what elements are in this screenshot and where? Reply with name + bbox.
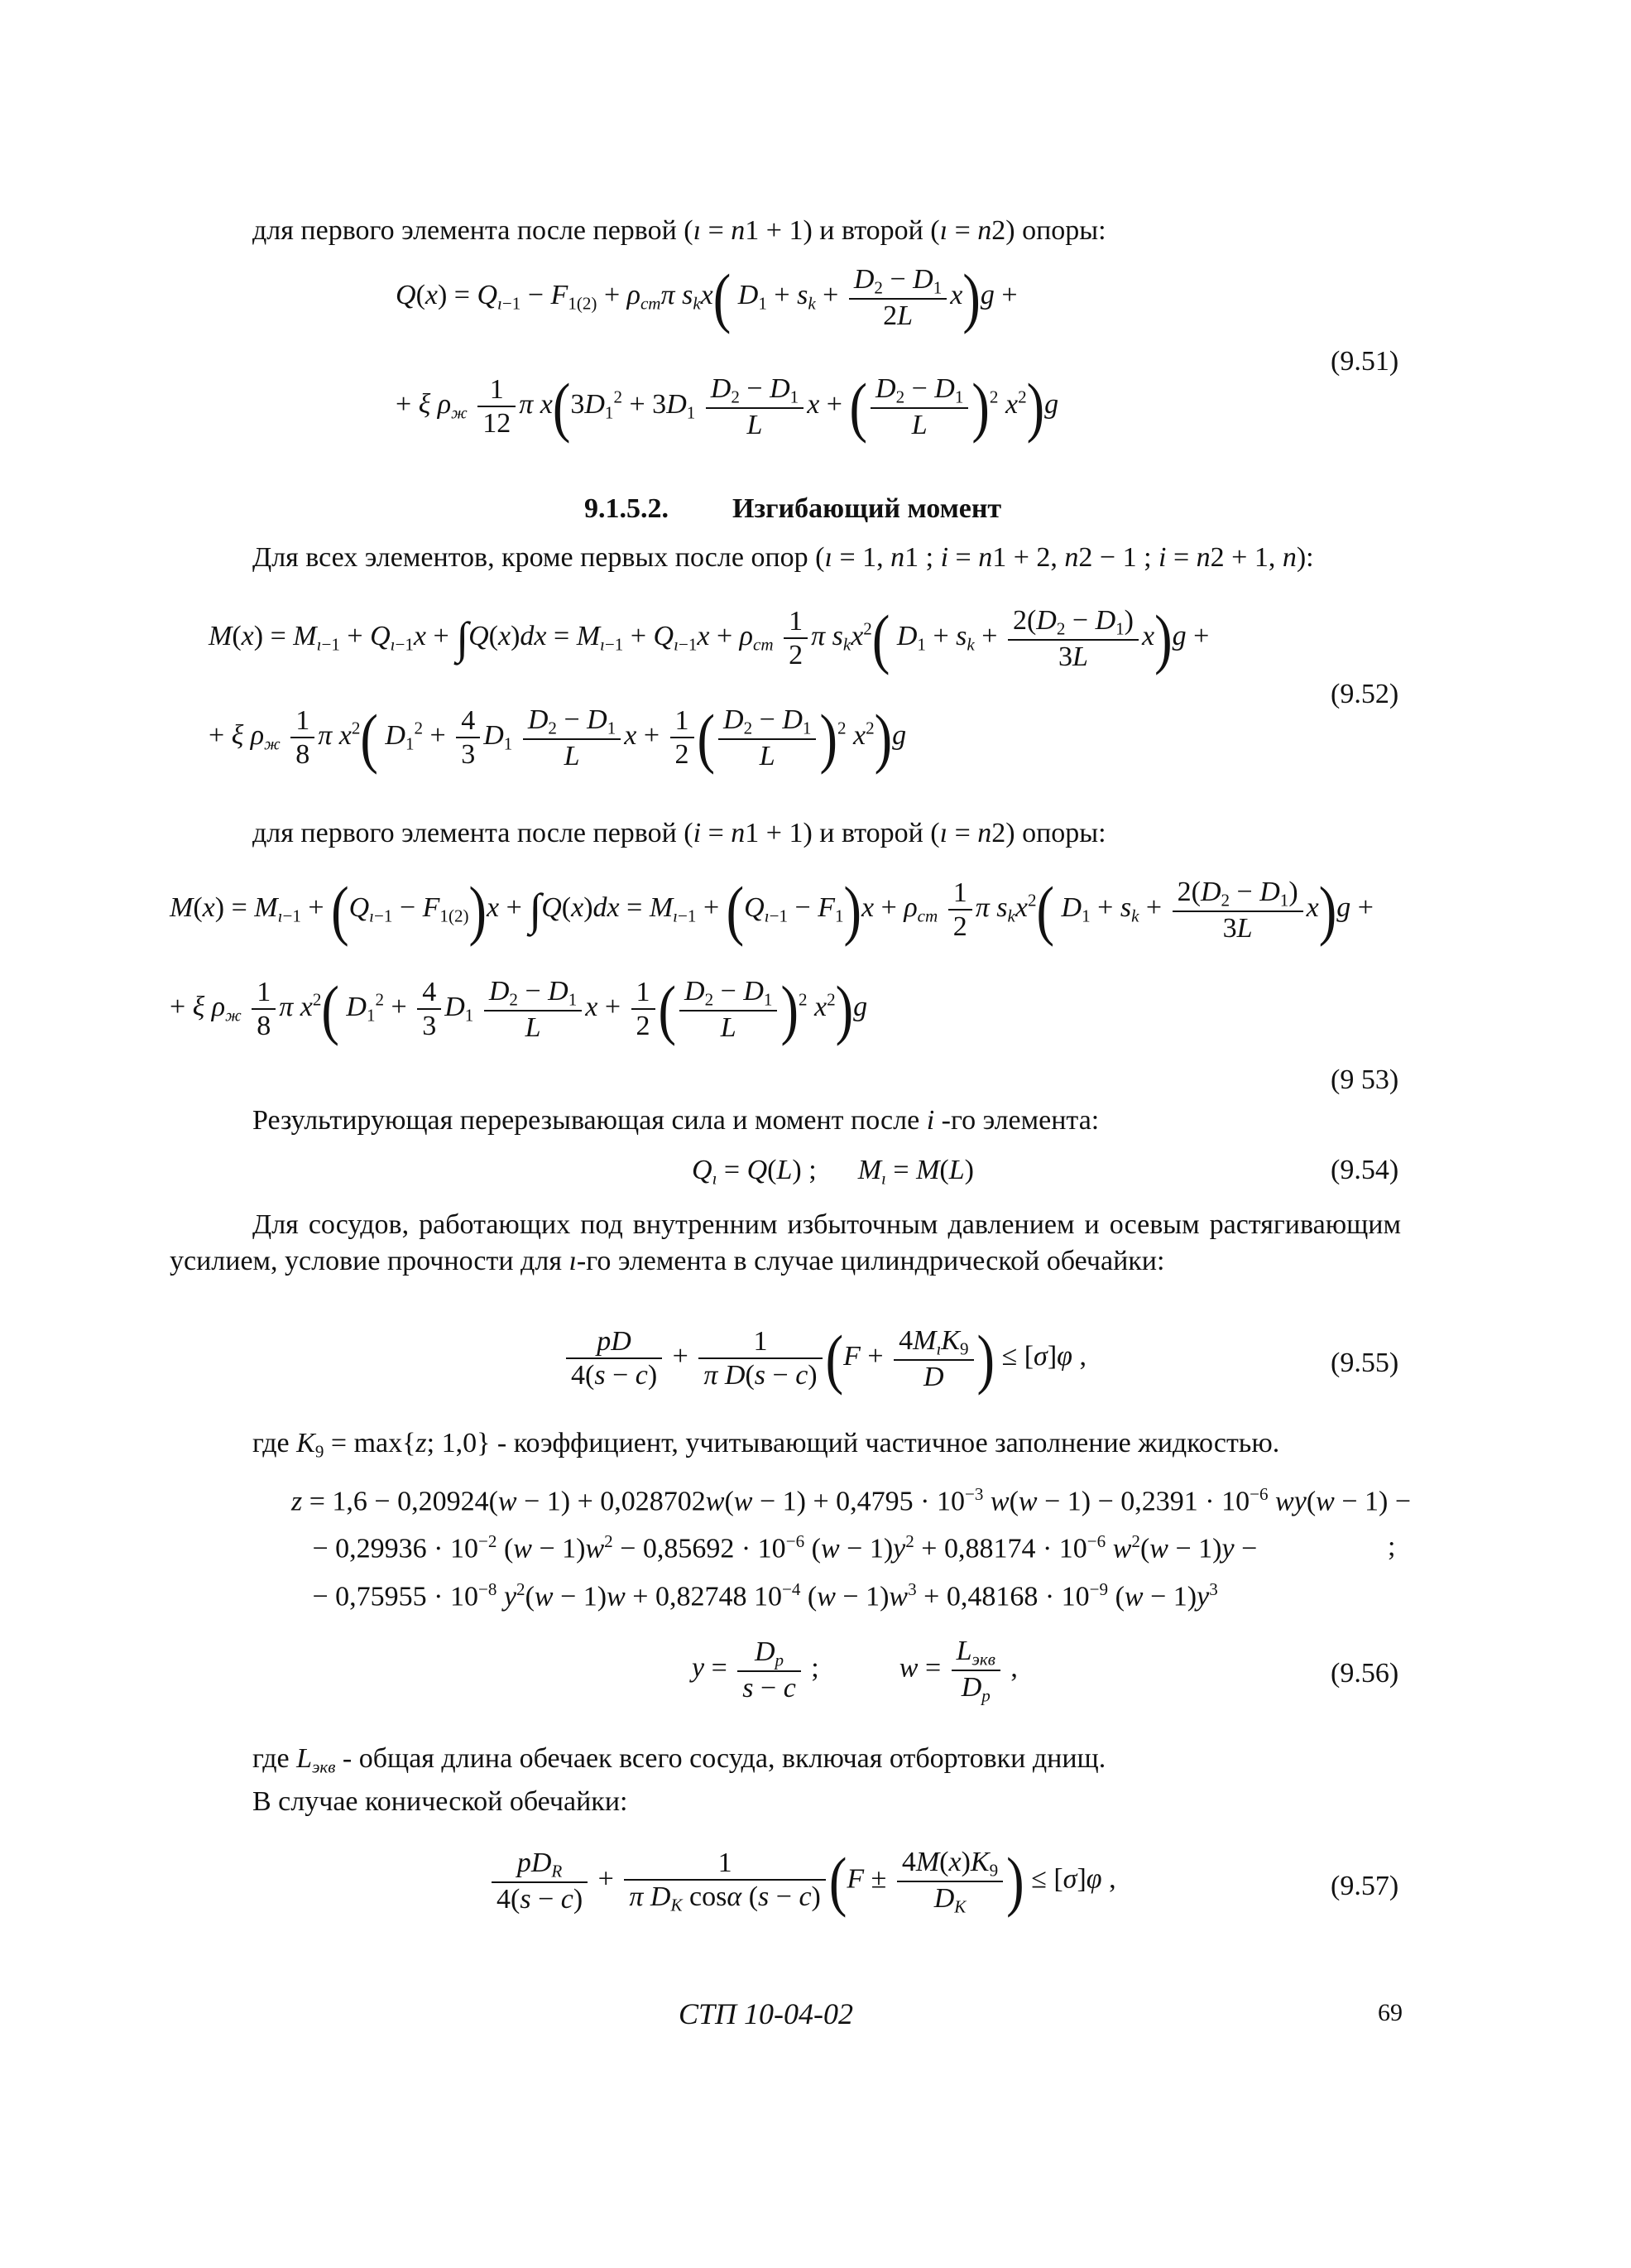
equation-9-57: $\frac{pD_R}{4(s - c)}$ + $\frac{1}{\pi D_K \cos\alpha (s - c)}$ (F ± $\frac{4M(x)K_9}{D_K}$ ) ≤ [σ]φ , xyxy=(488,1846,1116,1916)
section-number: 9.1.5.2. xyxy=(584,493,669,524)
section-heading xyxy=(584,495,1001,523)
k9-definition-line: где $K_9 = \max\{z$; 1,0} - коэффициент, учитывающий частичное заполнение жидкостью. xyxy=(252,1428,1280,1462)
equation-number-9-56: (9.56) xyxy=(1331,1658,1399,1689)
equation-number-9-52: (9.52) xyxy=(1331,679,1399,709)
equation-9-56-z-line-1: $z = 1,6 - 0,20924(w - 1) + 0,028702w(w - 1) + 0,4795 \cdot 10^{-3}$ $w(w - 1) - 0,2391 \cdot 10^{-6}$ wy(w − 1) − xyxy=(291,1484,1412,1517)
equation-9-51-line-2: + ξ $\rho_ж$ $\frac{1}{12}$ π $x(3D_1^2 + 3D_1$ $\frac{D_2 - D_1}{L}$ x + ( $\frac{D_2 - D_1}{L}$ )$^2$ $x^2)g$ xyxy=(396,368,1059,444)
intro-line-1: для первого элемента после первой (ı = n1 + 1) и второй (ı = n2) опоры: xyxy=(252,215,1106,246)
equation-9-55: $\frac{pD}{4(s - c)}$ + $\frac{1}{\text{π D(s − c)}}$ (F + $\frac{4M_ıK_9}{D}$ ) ≤ [σ]φ , xyxy=(563,1324,1087,1393)
page-number: 69 xyxy=(1378,1999,1403,2026)
equation-number-9-54: (9.54) xyxy=(1331,1155,1399,1185)
equation-9-53-line-2: + ξ $\rho_ж$ $\frac{1}{8}$ π $x^2$( $D_1^2$ + $\frac{4}{3}$ $D_1$ $\frac{D_2 - D_1}{L}$ x + $\frac{1}{2}$ ( $\frac{D_2 - D_1}{L}$ )$^2$ $x^2)g$ xyxy=(170,971,868,1046)
equation-semicolon: ; xyxy=(1388,1531,1396,1562)
equation-number-9-51: (9.51) xyxy=(1331,346,1399,377)
equation-number-9-57: (9.57) xyxy=(1331,1871,1399,1901)
equation-9-52-line-1: $M(x) = M_{ı-1} + Q_{ı-1}x + \int Q(x)dx = M_{ı-1} + Q_{ı-1}x + \rho_{cm}$ $\frac{1}{2}$ π $s_kx^2$( $D_1 + s_k$ + $\frac{2(D_2 - D_1)}{3L}$ x)g + xyxy=(209,600,1210,675)
equation-9-52-line-2: + ξ $\rho_ж$ $\frac{1}{8}$ π $x^2$( $D_1^2$ + $\frac{4}{3}$ $D_1$ $\frac{D_2 - D_1}{L}$ x + $\frac{1}{2}$ ( $\frac{D_2 - D_1}{L}$ )$^2$ $x^2)g$ xyxy=(209,699,907,775)
equation-number-9-55: (9.55) xyxy=(1331,1348,1399,1378)
equation-9-56-z-line-2: − $0,29936 \cdot 10^{-2}$ $(w - 1)w^2 - 0,85692 \cdot 10^{-6}$ $(w - 1)y^2 + 0,88174 \cdot 10^{-6}$ $w^2(w - 1)y$ − xyxy=(291,1531,1258,1564)
result-line: Результирующая перерезывающая сила и момент после i -го элемента: xyxy=(252,1105,1100,1136)
vessels-paragraph: Для сосудов, работающих под внутренним избыточным давлением и осевым растягивающим усилием, условие прочности для ı-го элемента в случае цилиндрической обечайки: xyxy=(170,1209,1401,1276)
conic-line: В случае конической обечайки: xyxy=(252,1786,628,1817)
leq-definition-line: где $L_{экв}$ - общая длина обечаек всего сосуда, включая отбортовки днищ. xyxy=(252,1743,1106,1777)
equation-9-54: $Q_ı = Q(L)$ ; $M_ı = M(L)$ xyxy=(692,1155,974,1189)
equation-number-9-53: (9 53) xyxy=(1331,1064,1399,1095)
section-title: Изгибающий момент xyxy=(732,493,1002,524)
footer-document-code: СТП 10-04-02 xyxy=(679,1997,854,2030)
equation-9-56-yw: y = $\frac{D_p}{s - c}$ ; w = $\frac{L_{экв}}{D_p}$ , xyxy=(692,1636,1018,1705)
equation-9-51-line-1: $Q(x) = Q_{ı-1} - F_{1(2)} + \rho_{cm}\pi$ $s_kx$( $D_1 + s_k$ + $\frac{D_2 - D_1}{2L}$ x)g + xyxy=(396,259,1018,334)
equation-9-56-z-line-3: − $0,75955 \cdot 10^{-8}$ $y^2(w - 1)w + 0,82748$ $10^{-4}$ $(w - 1)w^3 + 0,48168 \cdot 10^{-9}$ $(w - 1)y^3$ xyxy=(291,1579,1218,1612)
equation-9-53-line-1: $M(x) = M_{ı-1} + (Q_{ı-1} - F_{1(2)})x + \int Q(x)dx = M_{ı-1} + (Q_{ı-1} - F_1)x + \rho_{cm}$ $\frac{1}{2}$ π $s_kx^2$( $D_1 + s_k$ + $\frac{2(D_2 - D_1)}{3L}$ x)g + xyxy=(170,872,1374,947)
all-elements-line: Для всех элементов, кроме первых после опор (ı = 1, n1 ; i = n1 + 2, n2 − 1 ; i = n2 + 1, n): xyxy=(252,542,1314,573)
intro-line-2: для первого элемента после первой (i = n1 + 1) и второй (ı = n2) опоры: xyxy=(252,818,1106,848)
